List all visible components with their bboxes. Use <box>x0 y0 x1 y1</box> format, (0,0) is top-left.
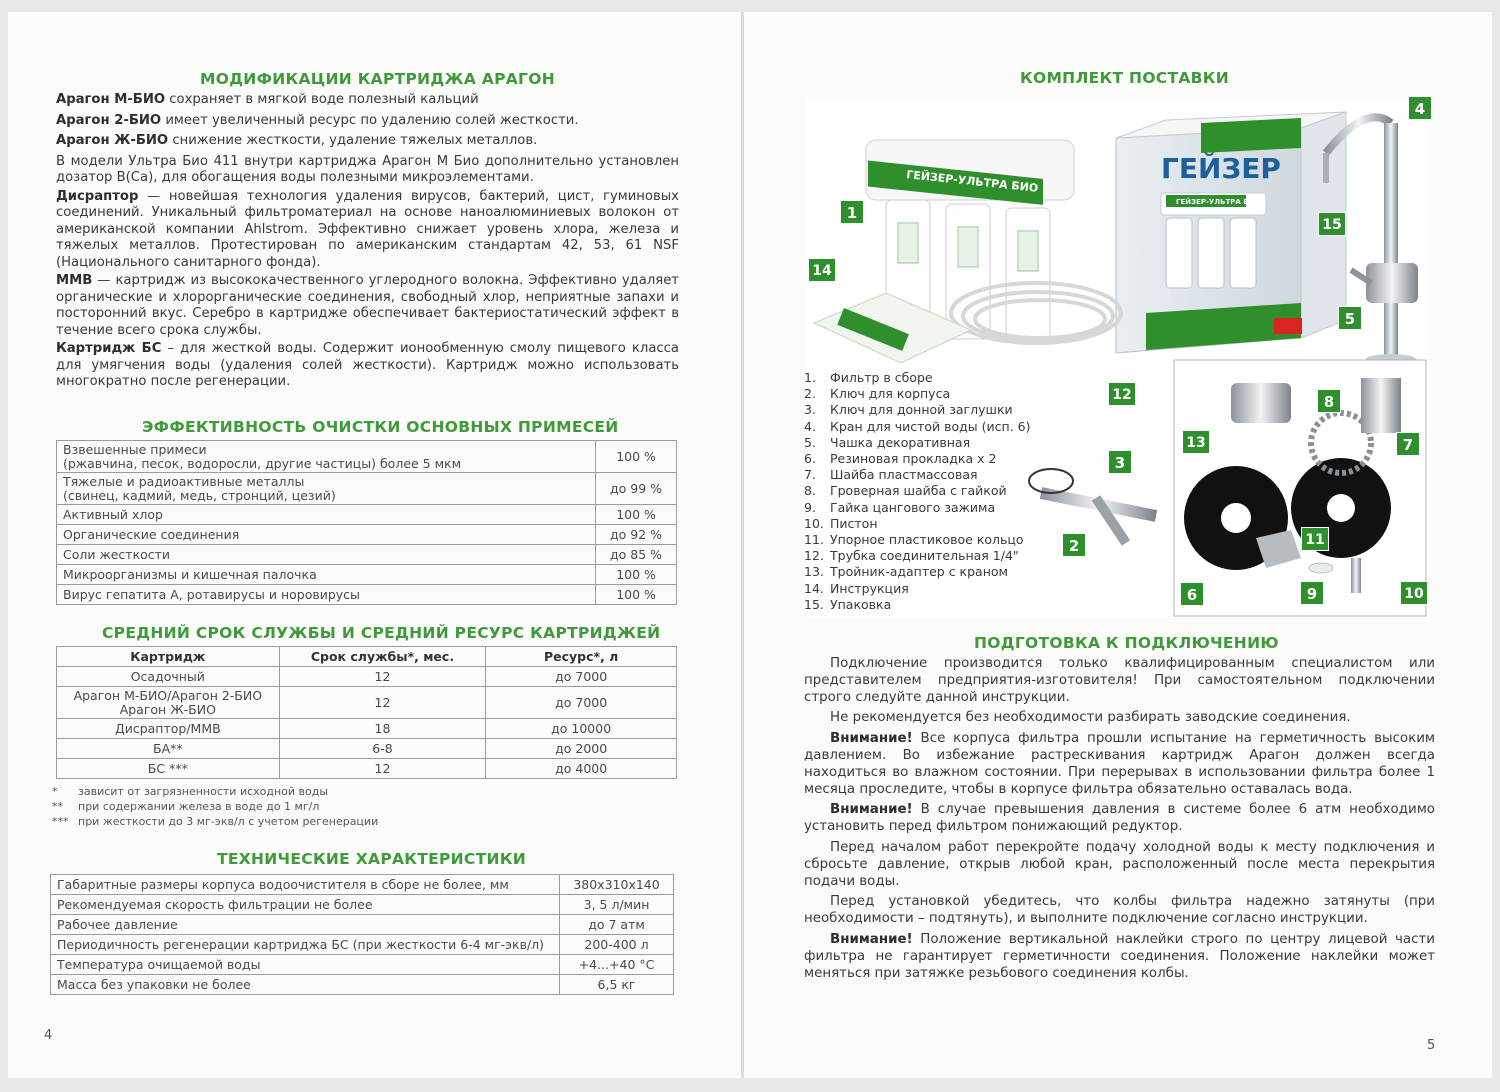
table-row <box>57 739 677 759</box>
list-item <box>804 564 1104 580</box>
footnote <box>52 784 378 799</box>
callout-badge: 2 <box>1062 533 1086 557</box>
item-number: 9. <box>804 499 816 515</box>
item-number: 8. <box>804 483 816 499</box>
item-text: Упорное пластиковое кольцо <box>830 532 1024 548</box>
table-row <box>57 687 677 719</box>
right-page <box>744 12 1492 1078</box>
efficiency-value: до 92 % <box>596 525 677 545</box>
impurity-name: Микроорганизмы и кишечная палочка <box>63 566 317 582</box>
spec-name: Рабочее давление <box>51 915 560 935</box>
svg-text:ГЕЙЗЕР-УЛЬТРА БИО: ГЕЙЗЕР-УЛЬТРА БИО <box>905 168 1039 195</box>
footnote-text: зависит от загрязненности исходной воды <box>78 785 329 798</box>
cartridge-name: Арагон М-БИО/Арагон 2-БИО <box>73 687 263 703</box>
efficiency-value: до 99 % <box>596 473 677 505</box>
spec-name: Масса без упаковки не более <box>51 975 560 995</box>
tech-table <box>50 874 674 995</box>
list-item <box>804 597 1104 613</box>
table-row <box>51 915 674 935</box>
item-text: Чашка декоративная <box>830 434 971 450</box>
item-number: 6. <box>804 451 816 467</box>
spec-value: 380x310x140 <box>560 875 674 895</box>
item-number: 3. <box>804 402 816 418</box>
cartridge-cell <box>57 719 280 739</box>
kit-list <box>804 370 1104 613</box>
left-page <box>8 12 742 1078</box>
item-text: Шайба пластмассовая <box>830 467 978 483</box>
item-text: Гайка цангового зажима <box>830 499 996 515</box>
callout-badge: 12 <box>1108 382 1136 406</box>
impurity-cell <box>57 473 596 505</box>
item-number: 10. <box>804 515 824 531</box>
spec-value: до 7 атм <box>560 915 674 935</box>
impurity-detail: (свинец, кадмий, медь, стронций, цезий) <box>63 487 336 503</box>
callout-badge: 10 <box>1400 581 1428 605</box>
impurity-name: Соли жесткости <box>63 546 171 562</box>
item-text: Пистон <box>830 515 878 531</box>
impurity-cell <box>57 585 596 605</box>
list-item <box>804 467 1104 483</box>
resource: до 7000 <box>486 687 677 719</box>
impurity-name: Взвешенные примеси <box>63 441 207 457</box>
resource: до 7000 <box>486 667 677 687</box>
spec-value: +4...+40 °С <box>560 955 674 975</box>
cartridge-cell <box>57 759 280 779</box>
table-row <box>57 585 677 605</box>
prep-heading: ПОДГОТОВКА К ПОДКЛЮЧЕНИЮ <box>974 634 1279 652</box>
table-row <box>51 955 674 975</box>
footnote-mark: *** <box>52 815 69 828</box>
lifetime-table <box>56 646 677 779</box>
tech-heading: ТЕХНИЧЕСКИЕ ХАРАКТЕРИСТИКИ <box>217 850 526 868</box>
footnote <box>52 814 378 829</box>
service-life: 12 <box>279 759 486 779</box>
item-number: 7. <box>804 467 816 483</box>
table-row <box>57 667 677 687</box>
table-row <box>57 759 677 779</box>
cartridge-name: БА** <box>153 740 183 756</box>
callout-badge: 14 <box>808 258 836 282</box>
service-life: 6-8 <box>279 739 486 759</box>
impurity-name: Тяжелые и радиоактивные металлы <box>63 473 305 489</box>
spec-name: Температура очищаемой воды <box>51 955 560 975</box>
kit-heading: КОМПЛЕКТ ПОСТАВКИ <box>1020 69 1229 87</box>
item-text: Ключ для донной заглушки <box>830 402 1013 418</box>
list-item <box>804 532 1104 548</box>
col-header: Ресурс*, л <box>486 647 677 667</box>
item-number: 15. <box>804 596 824 612</box>
item-text: Гроверная шайба с гайкой <box>830 483 1007 499</box>
col-header: Срок службы*, мес. <box>279 647 486 667</box>
cartridge-name-2: Арагон Ж-БИО <box>119 701 216 717</box>
table-row <box>57 719 677 739</box>
impurity-cell <box>57 525 596 545</box>
list-item <box>804 581 1104 597</box>
callout-badge: 8 <box>1317 389 1341 413</box>
callout-badge: 9 <box>1300 581 1324 605</box>
list-item <box>804 402 1104 418</box>
impurity-cell <box>57 441 596 473</box>
list-item <box>804 419 1104 435</box>
packaging-box <box>1116 112 1346 353</box>
efficiency-value: 100 % <box>596 585 677 605</box>
item-text: Фильтр в сборе <box>830 370 933 385</box>
item-number: 12. <box>804 548 824 564</box>
callout-badge: 7 <box>1396 432 1420 456</box>
svg-text:ГЕЙЗЕР: ГЕЙЗЕР <box>1161 152 1281 185</box>
item-text: Инструкция <box>830 580 909 596</box>
callout-badge: 15 <box>1318 212 1346 236</box>
table-row <box>57 441 677 473</box>
modifications-heading: МОДИФИКАЦИИ КАРТРИДЖА АРАГОН <box>200 70 555 88</box>
footnote <box>52 799 378 814</box>
callout-badge: 13 <box>1182 430 1210 454</box>
resource: до 4000 <box>486 759 677 779</box>
item-text: Кран для чистой воды (исп. 6) <box>830 418 1031 434</box>
item-number: 13. <box>804 564 824 580</box>
cartridge-name: Осадочный <box>130 668 205 684</box>
footnote-mark: * <box>52 785 58 798</box>
impurity-name: Органические соединения <box>63 526 240 542</box>
cartridge-name: Дисраптор/ММВ <box>114 720 221 736</box>
impurity-cell <box>57 545 596 565</box>
impurity-name: Активный хлор <box>63 506 163 522</box>
footnote-text: при содержании железа в воде до 1 мг/л <box>78 800 320 813</box>
cartridge-cell <box>57 667 280 687</box>
table-row <box>51 875 674 895</box>
list-item <box>804 548 1104 564</box>
table-row <box>57 525 677 545</box>
spec-name: Рекомендуемая скорость фильтрации не более <box>51 895 560 915</box>
list-item <box>804 435 1104 451</box>
table-row <box>51 895 674 915</box>
item-text: Трубка соединительная 1/4" <box>830 548 1019 564</box>
service-life: 18 <box>279 719 486 739</box>
modifications-text: Арагон М-БИО сохраняет в мягкой воде полезный кальций Арагон 2-БИО имеет увеличенный ресурс по удалению солей жесткости. Арагон Ж-БИО снижение жесткости, удаление тяжелых металлов. В модели Ультра Био 411 внутри картриджа Арагон М Био дополнительно установлен дозатор B(Ca), для обогащения воды полезными микроэлементами. Дисраптор — новейшая технология удаления вирусов, бактерий, цист, гуминовых соединений. Уникальный фильтроматериал на основе наноалюминиевых волокон от американской компании Ahlstrom. Эффективно снижает уровень хлора, железа и тяжелых металлов. Протестирован по американским стандартам 42, 53, 61 NSF (Национального санитарного фонда). ММВ — картридж из высококачественного углеродного волокна. Эффективно удаляет органические и хлорорганические соединения, свободный хлор, неприятные запахи и посторонний вкус. Серебро в картридже обеспечивает бактериостатический эффект в течение всего срока службы. Картридж БС – для жесткой воды. Содержит ионообменную смолу пищевого класса для умягчения воды (удаления солей жесткости). Картридж можно использовать многократно после регенерации. <box>56 92 679 389</box>
cartridge-name: БС *** <box>147 760 188 776</box>
efficiency-heading: ЭФФЕКТИВНОСТЬ ОЧИСТКИ ОСНОВНЫХ ПРИМЕСЕЙ <box>142 418 619 436</box>
lifetime-heading: СРЕДНИЙ СРОК СЛУЖБЫ И СРЕДНИЙ РЕСУРС КАРТРИДЖЕЙ <box>102 624 661 642</box>
item-number: 14. <box>804 580 824 596</box>
impurity-cell <box>57 565 596 585</box>
cartridge-cell <box>57 739 280 759</box>
spec-name: Периодичность регенерации картриджа БС (при жесткости 6-4 мг-экв/л) <box>51 935 560 955</box>
item-text: Резиновая прокладка х 2 <box>830 451 997 467</box>
list-item <box>804 483 1104 499</box>
impurity-cell <box>57 505 596 525</box>
page-number: 4 <box>44 1028 53 1043</box>
efficiency-table <box>56 440 677 605</box>
cartridge-cell <box>57 687 280 719</box>
col-header: Картридж <box>57 647 280 667</box>
table-row <box>51 975 674 995</box>
list-item <box>804 451 1104 467</box>
callout-badge: 4 <box>1408 96 1432 120</box>
resource: до 2000 <box>486 739 677 759</box>
prep-text: Подключение производится только квалифицированным специалистом или представителем предприятия-изготовителя! При самостоятельном подключении строго следуйте данной инструкции. Не рекомендуется без необходимости разбирать заводские соединения. Внимание! Все корпуса фильтра прошли испытание на герметичность высоким давлением. Во избежание растрескивания картридж Арагон должен всегда находиться во влажном состоянии. При перерывах в использовании фильтра более 1 месяца проследите, чтобы в корпусе фильтра обязательно оставалась вода. Внимание! В случае превышения давления в системе более 6 атм необходимо установить перед фильтром понижающий редуктор. Перед началом работ перекройте подачу холодной воды к месту подключения и сбросьте давление, открыв любой кран, расположенный после места перекрытия подачи воды. Перед установкой убедитесь, что колбы фильтра надежно затянуты (при необходимости – подтянуть), и выполните подключение согласно инструкции. Внимание! Положение вертикальной наклейки строго по центру лицевой части фильтра не гарантирует герметичности соединения. Положение наклейки может меняться при затяжке резьбового соединения колбы. <box>804 656 1435 981</box>
item-text: Упаковка <box>830 596 892 612</box>
efficiency-value: 100 % <box>596 565 677 585</box>
table-row <box>57 565 677 585</box>
spec-name: Габаритные размеры корпуса водоочистителя в сборе не более, мм <box>51 875 560 895</box>
list-item <box>804 370 1104 386</box>
item-number: 2. <box>804 386 816 402</box>
small-parts <box>1174 360 1426 616</box>
callout-badge: 6 <box>1180 582 1204 606</box>
efficiency-value: 100 % <box>596 441 677 473</box>
page-number: 5 <box>1427 1038 1436 1053</box>
impurity-name: Вирус гепатита А, ротавирусы и норовирусы <box>63 586 360 602</box>
item-text: Тройник-адаптер с краном <box>830 564 1008 580</box>
callout-badge: 3 <box>1108 450 1132 474</box>
table-row <box>57 545 677 565</box>
item-text: Ключ для корпуса <box>830 386 951 402</box>
item-number: 5. <box>804 434 816 450</box>
item-number: 11. <box>804 532 824 548</box>
table-row <box>51 935 674 955</box>
item-number: 4. <box>804 418 816 434</box>
footnote-text: при жесткости до 3 мг-экв/л с учетом регенерации <box>78 815 379 828</box>
callout-badge: 1 <box>840 200 864 224</box>
table-row <box>57 473 677 505</box>
item-number: 1. <box>804 370 816 385</box>
list-item <box>804 386 1104 402</box>
service-life: 12 <box>279 667 486 687</box>
svg-text:ГЕЙЗЕР-УЛЬТРА БИО: ГЕЙЗЕР-УЛЬТРА БИО <box>1176 198 1261 206</box>
lifetime-footnotes <box>52 784 378 829</box>
resource: до 10000 <box>486 719 677 739</box>
list-item <box>804 500 1104 516</box>
footnote-mark: ** <box>52 800 63 813</box>
spec-value: 6,5 кг <box>560 975 674 995</box>
efficiency-value: 100 % <box>596 505 677 525</box>
list-item <box>804 516 1104 532</box>
efficiency-value: до 85 % <box>596 545 677 565</box>
spec-value: 200-400 л <box>560 935 674 955</box>
callout-badge: 5 <box>1338 306 1362 330</box>
impurity-detail: (ржавчина, песок, водоросли, другие частицы) более 5 мкм <box>63 455 462 471</box>
spec-value: 3, 5 л/мин <box>560 895 674 915</box>
service-life: 12 <box>279 687 486 719</box>
table-row <box>57 505 677 525</box>
callout-badge: 11 <box>1301 527 1329 551</box>
